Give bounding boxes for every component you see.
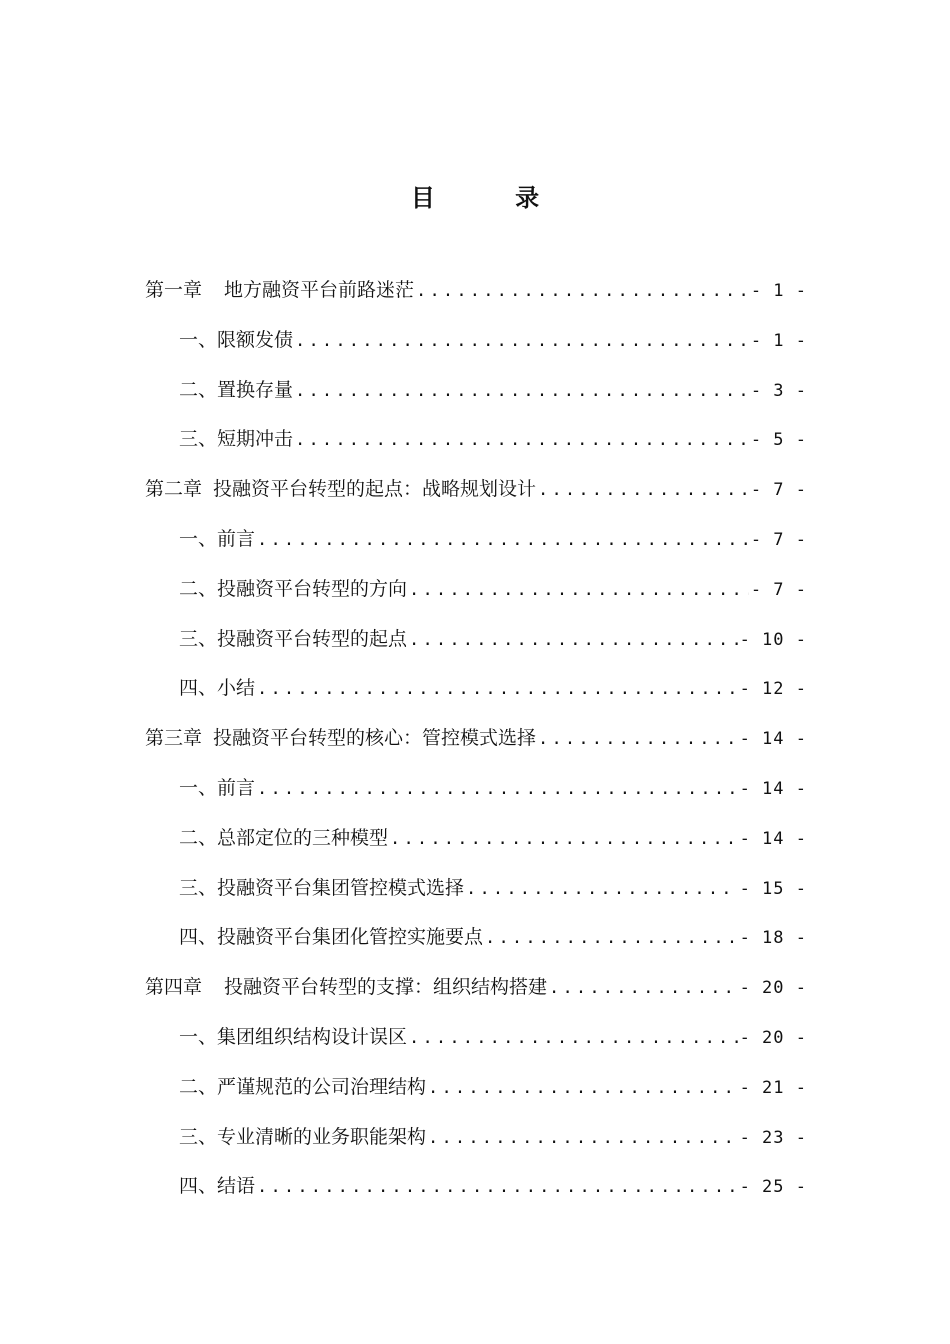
toc-section-entry[interactable] xyxy=(145,1069,807,1119)
toc-leader-dots xyxy=(257,1169,738,1205)
toc-page-number: - 20 - xyxy=(739,1027,807,1048)
toc-entry-text: 前言 xyxy=(217,776,256,799)
toc-leader-dots xyxy=(538,721,738,757)
toc-entry-number: 三、 xyxy=(179,627,218,650)
toc-entry-number: 第一章 xyxy=(145,279,203,301)
toc-entry-number: 二、 xyxy=(179,378,218,401)
toc-entry-label xyxy=(145,969,547,1005)
toc-entry-text: 投融资平台集团管控模式选择 xyxy=(217,876,465,899)
toc-entry-text: 专业清晰的业务职能架构 xyxy=(217,1125,427,1148)
toc-entry-label xyxy=(179,1019,407,1055)
toc-entry-label xyxy=(179,820,388,856)
toc-leader-dots xyxy=(416,273,749,309)
toc-entry-text: 投融资平台转型的方向 xyxy=(217,577,408,600)
toc-page-number: - 15 - xyxy=(739,878,807,899)
toc-section-entry[interactable] xyxy=(145,1168,807,1218)
toc-leader-dots xyxy=(428,1070,738,1106)
toc-entry-text: 投融资平台集团化管控实施要点 xyxy=(217,926,484,949)
table-of-contents xyxy=(145,272,807,1218)
toc-section-entry[interactable] xyxy=(145,919,807,969)
toc-section-entry[interactable] xyxy=(145,421,807,471)
toc-entry-label xyxy=(179,421,293,457)
toc-chapter-entry[interactable] xyxy=(145,272,807,322)
toc-entry-label xyxy=(179,1119,426,1155)
toc-chapter-entry[interactable] xyxy=(145,969,807,1019)
toc-entry-text: 短期冲击 xyxy=(217,428,294,451)
toc-entry-number: 一、 xyxy=(179,776,218,799)
toc-page-number: - 25 - xyxy=(739,1177,807,1198)
toc-chapter-entry[interactable] xyxy=(145,471,807,521)
toc-entry-label xyxy=(179,919,483,955)
toc-entry-text: 置换存量 xyxy=(217,378,294,401)
toc-entry-label xyxy=(179,1168,255,1204)
toc-chapter-entry[interactable] xyxy=(145,720,807,770)
toc-section-entry[interactable] xyxy=(145,820,807,870)
toc-section-entry[interactable] xyxy=(145,1119,807,1169)
toc-entry-number: 三、 xyxy=(179,1125,218,1148)
toc-entry-number: 四、 xyxy=(179,677,218,700)
toc-entry-number: 三、 xyxy=(179,876,218,899)
toc-page-number: - 23 - xyxy=(739,1127,807,1148)
toc-entry-text: 投融资平台转型的核心：管控模式选择 xyxy=(213,727,537,750)
toc-leader-dots xyxy=(257,771,738,807)
toc-entry-label xyxy=(179,571,407,607)
toc-section-entry[interactable] xyxy=(145,521,807,571)
toc-entry-label xyxy=(145,272,414,308)
toc-page-number: - 14 - xyxy=(739,778,807,799)
toc-section-entry[interactable] xyxy=(145,1019,807,1069)
toc-entry-text: 投融资平台转型的支撑：组织结构搭建 xyxy=(224,976,548,999)
toc-entry-number: 一、 xyxy=(179,527,218,550)
toc-entry-number: 三、 xyxy=(179,428,218,451)
toc-entry-label xyxy=(145,720,536,756)
toc-entry-text: 地方融资平台前路迷茫 xyxy=(224,279,415,301)
toc-page-number: - 7 - xyxy=(750,579,807,600)
toc-section-entry[interactable] xyxy=(145,621,807,671)
toc-page-number: - 14 - xyxy=(739,828,807,849)
toc-entry-label xyxy=(179,322,293,358)
toc-leader-dots xyxy=(428,1120,738,1156)
toc-section-entry[interactable] xyxy=(145,571,807,621)
toc-leader-dots xyxy=(257,671,738,707)
toc-page-number: - 10 - xyxy=(739,629,807,650)
toc-section-entry[interactable] xyxy=(145,670,807,720)
toc-entry-number: 二、 xyxy=(179,826,218,849)
toc-page-number: - 21 - xyxy=(739,1077,807,1098)
toc-entry-number: 四、 xyxy=(179,926,218,949)
toc-entry-label xyxy=(179,870,464,906)
toc-leader-dots xyxy=(390,821,738,857)
toc-entry-label xyxy=(179,770,255,806)
toc-page-number: - 20 - xyxy=(739,978,807,999)
toc-section-entry[interactable] xyxy=(145,770,807,820)
toc-entry-text: 限额发债 xyxy=(217,328,294,351)
toc-entry-text: 集团组织结构设计误区 xyxy=(217,1025,408,1048)
toc-entry-number: 第三章 xyxy=(145,727,203,750)
toc-leader-dots xyxy=(257,522,749,558)
toc-entry-text: 投融资平台转型的起点：战略规划设计 xyxy=(213,478,537,501)
toc-page-number: - 18 - xyxy=(739,928,807,949)
toc-page-number: - 3 - xyxy=(750,380,807,401)
toc-entry-text: 严谨规范的公司治理结构 xyxy=(217,1075,427,1098)
toc-title: 目 录 xyxy=(410,184,576,212)
toc-leader-dots xyxy=(409,1020,738,1056)
toc-entry-number: 第二章 xyxy=(145,478,203,501)
toc-entry-number: 二、 xyxy=(179,577,218,600)
toc-entry-number: 第四章 xyxy=(145,976,203,999)
toc-entry-number: 一、 xyxy=(179,328,218,351)
toc-entry-label xyxy=(145,471,536,507)
toc-page-number: - 5 - xyxy=(750,430,807,451)
toc-leader-dots xyxy=(549,970,738,1006)
toc-leader-dots xyxy=(409,622,738,658)
toc-leader-dots xyxy=(409,572,749,608)
toc-entry-number: 一、 xyxy=(179,1025,218,1048)
toc-entry-text: 投融资平台转型的起点 xyxy=(217,627,408,650)
toc-entry-label xyxy=(179,1069,426,1105)
toc-entry-label xyxy=(179,372,293,408)
toc-leader-dots xyxy=(295,422,749,458)
toc-entry-label xyxy=(179,521,255,557)
toc-page-number: - 1 - xyxy=(750,330,807,351)
toc-leader-dots xyxy=(538,472,749,508)
toc-entry-label xyxy=(179,670,255,706)
toc-entry-text: 总部定位的三种模型 xyxy=(217,826,389,849)
toc-entry-text: 结语 xyxy=(217,1175,256,1198)
toc-entry-text: 前言 xyxy=(217,527,256,550)
toc-leader-dots xyxy=(295,373,749,409)
toc-page-number: - 1 - xyxy=(750,281,807,301)
toc-entry-number: 二、 xyxy=(179,1075,218,1098)
toc-section-entry[interactable] xyxy=(145,870,807,920)
toc-section-entry[interactable] xyxy=(145,322,807,372)
toc-leader-dots xyxy=(466,871,738,907)
toc-page-number: - 7 - xyxy=(750,529,807,550)
toc-entry-number: 四、 xyxy=(179,1175,218,1198)
toc-page-number: - 12 - xyxy=(739,679,807,700)
toc-section-entry[interactable] xyxy=(145,372,807,422)
toc-page-number: - 7 - xyxy=(750,480,807,501)
toc-entry-text: 小结 xyxy=(217,677,256,700)
toc-page-number: - 14 - xyxy=(739,729,807,750)
toc-leader-dots xyxy=(485,920,738,956)
toc-leader-dots xyxy=(295,323,749,359)
toc-entry-label xyxy=(179,621,407,657)
